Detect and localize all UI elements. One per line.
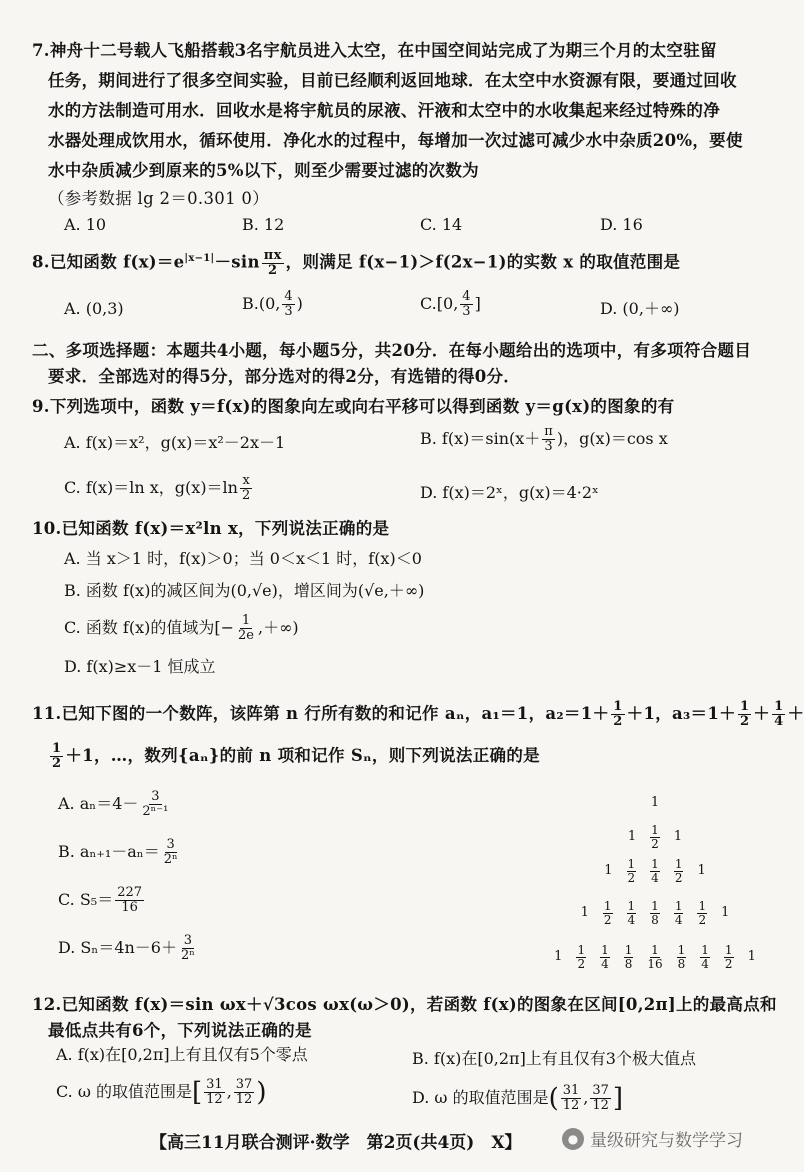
triangle-value: 1 xyxy=(721,905,730,920)
q12-option-a: A. f(x)在[0,2π]上有且仅有5个零点 xyxy=(56,1045,308,1064)
triangle-fraction xyxy=(576,944,586,971)
triangle-row xyxy=(540,824,770,851)
triangle-value: 1 xyxy=(697,863,706,878)
q11-line-1-frac-2-num: 1 xyxy=(739,699,750,714)
q11-line-1-frac-1 xyxy=(611,700,624,729)
q12-option-d-comma: , xyxy=(583,1088,589,1107)
q12-option-c xyxy=(56,1078,266,1107)
q12-option-d-frac-2 xyxy=(590,1084,611,1113)
triangle-fraction xyxy=(724,944,734,971)
section-2-line-1: 二、多项选择题：本题共4小题，每小题5分，共20分．在每小题给出的选项中，有多项符合题目 xyxy=(32,341,752,360)
q11-option-b xyxy=(58,838,182,867)
q11-line-1-frac-1-den: 2 xyxy=(613,714,623,729)
triangle-fraction xyxy=(674,858,684,885)
triangle-fraction xyxy=(697,900,707,927)
q12-option-c-left: [ xyxy=(191,1077,203,1108)
q12-line-1: 12.已知函数 f(x)＝sin ωx＋√3cos ωx(ω＞0)，若函数 f(x)的图象在区间[0,2π]上的最高点和 xyxy=(32,995,777,1014)
triangle-fraction-den: 2 xyxy=(724,957,733,971)
q11-option-c xyxy=(58,886,146,915)
triangle-fraction-den: 2 xyxy=(603,913,612,927)
q7-option-c: C. 14 xyxy=(420,215,463,234)
q9-option-c-a: C. f(x)＝ln x，g(x)＝ln xyxy=(64,478,238,497)
q8-frac-den: 2 xyxy=(268,262,278,278)
q11-line-1-frac-3-num: 1 xyxy=(774,699,784,714)
triangle-value: 1 xyxy=(580,905,589,920)
q9-option-b-den: 3 xyxy=(544,439,553,454)
q10-option-c-a: C. 函数 f(x)的值域为 xyxy=(64,618,215,637)
triangle-fraction-num: 1 xyxy=(674,857,683,871)
q9-option-c-den: 2 xyxy=(241,488,251,503)
q11-option-d-a: D. Sₙ＝4n－6＋ xyxy=(58,938,177,957)
section-2-line-2: 要求．全部选对的得5分，部分选对的得2分，有选错的得0分． xyxy=(48,367,521,386)
q12-option-c-num-1: 31 xyxy=(206,1077,223,1092)
q11-line-1-frac-2 xyxy=(738,700,751,729)
q9-option-a: A. f(x)＝x²，g(x)＝x²－2x－1 xyxy=(64,433,286,452)
triangle-value: 1 xyxy=(650,795,660,810)
triangle-fraction-den: 4 xyxy=(627,913,636,927)
q11-option-c-fraction xyxy=(115,886,144,915)
q7-line-3: 水的方法制造可用水．回收水是将宇航员的尿液、汗液和太空中的水收集起来经过特殊的净 xyxy=(48,101,720,120)
q8-option-b-left: (0, xyxy=(258,294,281,313)
q10-option-d: D. f(x)≥x－1 恒成立 xyxy=(64,657,216,676)
q9-option-b-c: )，g(x)＝cos x xyxy=(556,429,668,448)
q11-option-c-den: 16 xyxy=(121,900,138,915)
q11-line-2-frac xyxy=(50,742,63,771)
q11-line-1 xyxy=(32,700,804,729)
q8-option-b xyxy=(242,290,303,319)
triangle-value: 1 xyxy=(627,829,637,844)
q11-option-a-den: 2ⁿ⁻¹ xyxy=(142,804,169,819)
q8-stem-c: ，则满足 f(x−1)＞f(2x−1)的实数 x 的取值范围是 xyxy=(285,252,681,272)
q12-option-d xyxy=(412,1084,623,1113)
q12-option-c-den-2: 12 xyxy=(235,1092,253,1107)
q7-reference-data: （参考数据 lg 2＝0.301 0） xyxy=(48,189,270,208)
page-footer: 【高三11月联合测评·数学 第2页(共4页) X】 xyxy=(150,1133,522,1153)
q11-line-1-frac-2-den: 2 xyxy=(739,714,750,729)
q9-option-c xyxy=(64,474,254,503)
triangle-fraction xyxy=(600,944,610,971)
q8-option-b-num: 4 xyxy=(284,289,293,304)
q7-option-a: A. 10 xyxy=(64,215,107,234)
q7-line-5: 水中杂质减少到原来的5%以下，则至少需要过滤的次数为 xyxy=(48,161,479,180)
q8-stem xyxy=(32,248,680,278)
q8-option-b-fraction xyxy=(282,290,294,319)
q12-option-c-frac-1 xyxy=(204,1078,225,1107)
triangle-fraction-den: 2 xyxy=(651,837,659,851)
q9-stem: 9.下列选项中，函数 y＝f(x)的图象向左或向右平移可以得到函数 y＝g(x)的图象的有 xyxy=(32,397,675,416)
triangle-value: 1 xyxy=(747,949,756,964)
triangle-fraction-num: 1 xyxy=(651,899,659,913)
q8-option-c-right: ] xyxy=(474,294,481,313)
triangle-value: 1 xyxy=(604,863,613,878)
q11-option-d-fraction xyxy=(179,934,197,963)
triangle-fraction-num: 1 xyxy=(603,899,612,913)
q10-option-c-den: 2e xyxy=(238,628,254,643)
q10-option-c xyxy=(64,614,299,643)
triangle-fraction xyxy=(677,944,687,971)
triangle-row xyxy=(540,944,770,971)
q12-option-c-num-2: 37 xyxy=(235,1077,253,1092)
q12-option-d-a: D. ω 的取值范围是 xyxy=(412,1088,549,1107)
triangle-value: 1 xyxy=(554,949,563,964)
q8-option-c-fraction xyxy=(460,290,472,319)
triangle-fraction-den: 8 xyxy=(677,957,686,971)
q7-option-d: D. 16 xyxy=(600,215,643,234)
triangle-fraction-num: 1 xyxy=(624,943,633,957)
q11-line-2-frac-num: 1 xyxy=(52,741,62,756)
triangle-fraction xyxy=(650,858,660,885)
q9-option-b-a: B. f(x)＝sin xyxy=(420,429,509,448)
q12-option-c-frac-2 xyxy=(234,1078,255,1107)
q8-fraction xyxy=(262,249,284,278)
q9-option-d: D. f(x)＝2ˣ，g(x)＝4·2ˣ xyxy=(420,483,599,502)
q12-option-b: B. f(x)在[0,2π]上有且仅有3个极大值点 xyxy=(412,1049,696,1068)
q11-line-2-frac-den: 2 xyxy=(52,756,62,771)
q12-option-d-frac-1 xyxy=(561,1084,582,1113)
triangle-fraction xyxy=(624,944,634,971)
q12-option-c-comma: , xyxy=(226,1082,232,1101)
q11-option-d-num: 3 xyxy=(183,933,193,948)
triangle-row xyxy=(540,790,770,816)
triangle-fraction-den: 4 xyxy=(701,957,709,971)
triangle-fraction-den: 16 xyxy=(647,957,663,971)
q11-line-1-frac-3-den: 4 xyxy=(774,714,784,729)
triangle-fraction xyxy=(674,900,684,927)
triangle-fraction-den: 8 xyxy=(624,957,633,971)
triangle-fraction-num: 1 xyxy=(674,899,683,913)
triangle-fraction xyxy=(700,944,710,971)
triangle-fraction-num: 1 xyxy=(651,823,659,837)
q11-line-1-c: ＋ xyxy=(753,704,771,723)
q9-option-b-num: π xyxy=(544,424,553,439)
q10-option-c-left: [− xyxy=(214,618,235,637)
q8-option-c xyxy=(420,290,481,319)
triangle-row xyxy=(540,858,770,885)
q8-stem-b: －sin xyxy=(214,252,260,272)
q8-option-c-num: 4 xyxy=(462,289,471,304)
q11-option-a-a: A. aₙ＝4－ xyxy=(58,794,139,813)
triangle-fraction xyxy=(650,824,660,851)
triangle-fraction xyxy=(627,900,637,927)
q12-option-c-a: C. ω 的取值范围是 xyxy=(56,1082,192,1101)
q10-option-c-fraction xyxy=(236,614,256,643)
triangle-fraction-num: 1 xyxy=(577,943,586,957)
triangle-fraction-num: 1 xyxy=(651,857,659,871)
q9-option-b-b: (x＋ xyxy=(509,429,541,448)
triangle-fraction-den: 4 xyxy=(651,871,659,885)
triangle-fraction-num: 1 xyxy=(627,899,636,913)
q10-option-b: B. 函数 f(x)的减区间为(0,√e)，增区间为(√e,＋∞) xyxy=(64,581,425,600)
q11-option-c-num: 227 xyxy=(117,885,143,900)
triangle-fraction-num: 1 xyxy=(677,943,686,957)
triangle-fraction-den: 4 xyxy=(601,957,609,971)
q8-option-c-label: C. xyxy=(420,294,437,313)
watermark xyxy=(562,1126,743,1151)
q12-option-c-den-1: 12 xyxy=(206,1092,223,1107)
triangle-fraction-num: 1 xyxy=(698,899,707,913)
q12-line-2: 最低点共有6个，下列说法正确的是 xyxy=(48,1021,312,1040)
q11-line-1-frac-1-num: 1 xyxy=(613,699,623,714)
q10-option-c-num: 1 xyxy=(241,613,251,628)
q8-exponent: |x−1| xyxy=(184,253,215,264)
triangle-fraction-den: 8 xyxy=(651,913,659,927)
q11-line-1-b: ＋1，a₃＝1＋ xyxy=(626,704,736,723)
triangle-fraction-num: 1 xyxy=(601,943,609,957)
triangle-fraction xyxy=(647,944,662,971)
q8-option-c-den: 3 xyxy=(462,304,471,319)
q7-line-2: 任务，期间进行了很多空间实验，目前已经顺利返回地球．在太空中水资源有限，要通过回收 xyxy=(48,71,737,90)
q8-option-a: A. (0,3) xyxy=(64,299,124,318)
q12-option-c-right: ) xyxy=(256,1077,267,1108)
q11-line-1-a: 11.已知下图的一个数阵，该阵第 n 行所有数的和记作 aₙ，a₁＝1，a₂＝1＋ xyxy=(32,704,610,723)
q7-line-1: 7.神舟十二号载人飞船搭载3名宇航员进入太空，在中国空间站完成了为期三个月的太空驻留 xyxy=(32,41,717,60)
triangle-fraction xyxy=(603,900,613,927)
q11-option-b-a: B. aₙ₊₁－aₙ＝ xyxy=(58,842,160,861)
q10-option-a: A. 当 x＞1 时，f(x)＞0；当 0＜x＜1 时，f(x)＜0 xyxy=(64,549,422,568)
q8-frac-num: πx xyxy=(263,247,282,263)
q12-option-d-den-1: 12 xyxy=(562,1098,580,1113)
q9-option-c-fraction xyxy=(240,474,252,503)
q11-line-2 xyxy=(48,742,540,771)
triangle-fraction xyxy=(627,858,637,885)
triangle-fraction-den: 4 xyxy=(674,913,683,927)
triangle-fraction-den: 2 xyxy=(674,871,683,885)
q12-option-d-left: ( xyxy=(548,1083,559,1114)
q11-line-2-a: ＋1，…，数列{aₙ}的前 n 项和记作 Sₙ，则下列说法正确的是 xyxy=(65,746,540,765)
q12-option-d-num-2: 37 xyxy=(592,1083,609,1098)
q8-option-d: D. (0,＋∞) xyxy=(600,299,680,318)
q8-option-b-den: 3 xyxy=(284,304,293,319)
q8-stem-a: 8.已知函数 f(x)＝e xyxy=(32,252,185,272)
triangle-value: 1 xyxy=(673,829,683,844)
q11-line-1-d: ＋ xyxy=(787,704,804,723)
q11-option-c-a: C. S₅＝ xyxy=(58,890,114,909)
q8-option-b-label: B. xyxy=(242,294,259,313)
triangle-fraction-den: 2 xyxy=(698,913,707,927)
q8-option-b-right: ) xyxy=(296,294,303,313)
q11-option-a xyxy=(58,790,172,819)
triangle-row xyxy=(540,900,770,927)
watermark-text: 量级研究与数学学习 xyxy=(590,1131,743,1151)
q11-option-d xyxy=(58,934,199,963)
q9-option-c-num: x xyxy=(242,473,250,488)
q12-option-d-den-2: 12 xyxy=(592,1098,609,1113)
triangle-fraction-num: 1 xyxy=(627,857,636,871)
q10-stem: 10.已知函数 f(x)＝x²ln x，下列说法正确的是 xyxy=(32,519,390,538)
q7-option-b: B. 12 xyxy=(242,215,285,234)
q11-option-b-den: 2ⁿ xyxy=(163,852,178,867)
triangle-fraction xyxy=(650,900,660,927)
q12-option-d-num-1: 31 xyxy=(562,1083,580,1098)
q9-option-b xyxy=(420,425,668,454)
triangle-fraction-num: 1 xyxy=(724,943,733,957)
q11-option-b-fraction xyxy=(162,838,180,867)
q9-option-b-fraction xyxy=(542,425,555,454)
q11-option-b-num: 3 xyxy=(166,837,175,852)
q7-line-4: 水器处理成饮用水，循环使用．净化水的过程中，每增加一次过滤可减少水中杂质20%，要使 xyxy=(48,131,743,150)
triangle-fraction-den: 2 xyxy=(627,871,636,885)
q11-line-1-frac-3 xyxy=(772,700,785,729)
q8-option-c-left: [0, xyxy=(436,294,459,313)
q12-option-d-right: ] xyxy=(612,1083,624,1114)
triangle-fraction-num: 1 xyxy=(701,943,709,957)
q11-option-a-num: 3 xyxy=(151,789,160,804)
triangle-fraction-num: 1 xyxy=(651,943,659,957)
q11-option-d-den: 2ⁿ xyxy=(180,948,195,963)
q10-option-c-right: ,＋∞) xyxy=(258,618,299,637)
wechat-logo-icon: ● xyxy=(562,1128,584,1150)
q11-option-a-fraction xyxy=(140,790,170,819)
triangle-fraction-den: 2 xyxy=(577,957,586,971)
